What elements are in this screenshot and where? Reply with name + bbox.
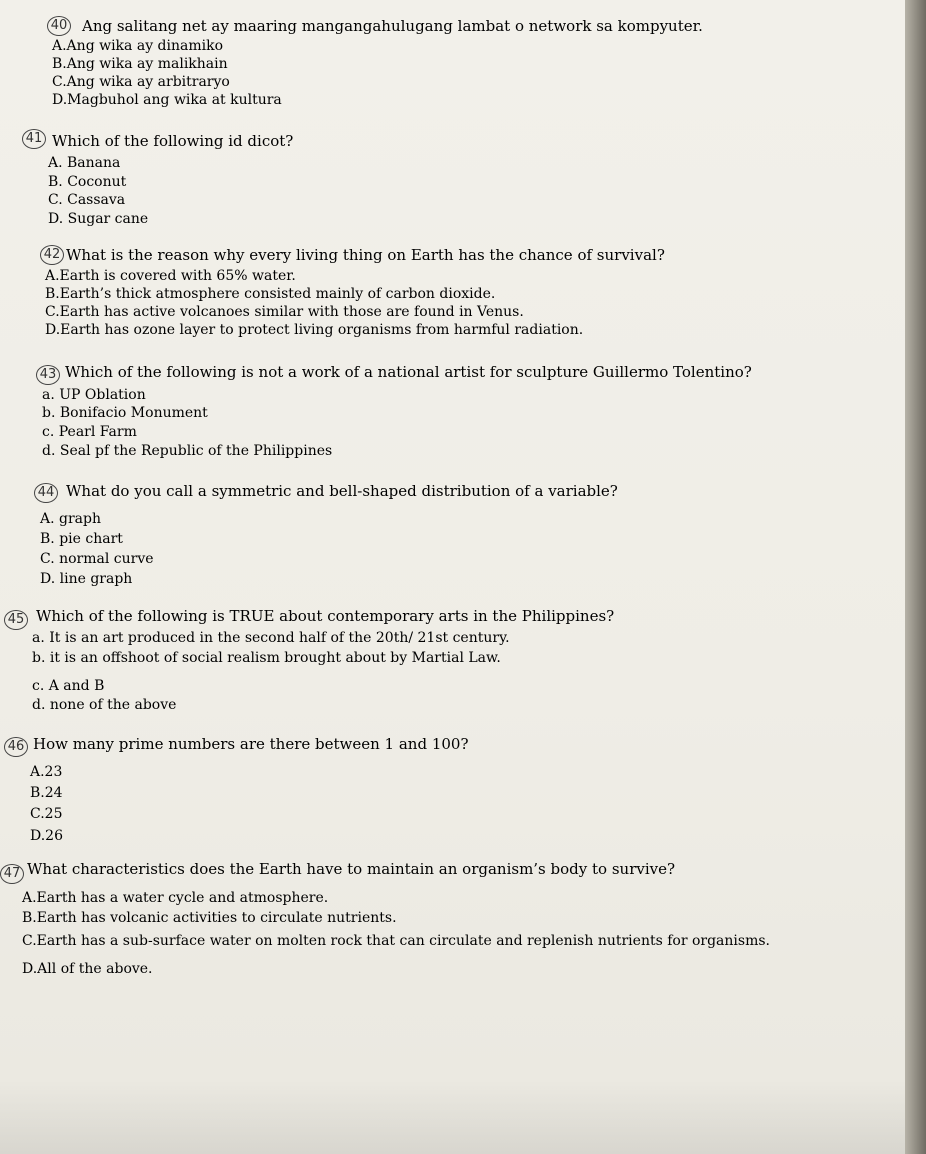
- option: D. Sugar cane: [48, 211, 149, 227]
- option: C. Cassava: [48, 192, 126, 208]
- option: D.26: [30, 828, 63, 844]
- page-edge: [905, 0, 926, 1154]
- option: B.Earth’s thick atmosphere consisted mainly of carbon dioxide.: [45, 286, 496, 302]
- option: B.Ang wika ay malikhain: [52, 56, 228, 72]
- question-text: What do you call a symmetric and bell-shaped distribution of a variable?: [66, 482, 618, 500]
- option: D.All of the above.: [22, 961, 153, 977]
- question-number: 41: [22, 129, 46, 149]
- option: D.Earth has ozone layer to protect living organisms from harmful radiation.: [45, 322, 584, 338]
- question-text: Which of the following id dicot?: [52, 132, 294, 150]
- question-number: 42: [40, 245, 64, 265]
- option: c. A and B: [32, 678, 105, 694]
- option: A.Earth is covered with 65% water.: [45, 268, 296, 284]
- option: c. Pearl Farm: [42, 424, 137, 440]
- option: a. UP Oblation: [42, 387, 146, 403]
- option: A.Ang wika ay dinamiko: [52, 38, 224, 54]
- question-number: 44: [34, 483, 58, 503]
- question-text: What characteristics does the Earth have to maintain an organism’s body to survive?: [27, 860, 676, 878]
- option: C.Earth has active volcanoes similar with those are found in Venus.: [45, 304, 524, 320]
- option: C.25: [30, 806, 63, 822]
- question-number: 43: [36, 365, 60, 385]
- option: B. Coconut: [48, 174, 127, 190]
- question-number: 40: [47, 16, 71, 36]
- option: A.23: [30, 764, 63, 780]
- option: C.Ang wika ay arbitraryo: [52, 74, 230, 90]
- option: C. normal curve: [40, 551, 154, 567]
- option: C.Earth has a sub-surface water on molten rock that can circulate and replenish nutrients for organisms.: [22, 933, 770, 949]
- question-text: What is the reason why every living thing on Earth has the chance of survival?: [66, 246, 665, 264]
- question-text: How many prime numbers are there between 1 and 100?: [33, 735, 469, 753]
- option: d. Seal pf the Republic of the Philippines: [42, 443, 333, 459]
- question-text: Ang salitang net ay maaring mangangahulugang lambat o network sa kompyuter.: [82, 17, 703, 35]
- option: A. Banana: [48, 155, 121, 171]
- option: d. none of the above: [32, 697, 177, 713]
- option: A. graph: [40, 511, 101, 527]
- question-text: Which of the following is not a work of a national artist for sculpture Guillermo Tolentino?: [65, 363, 752, 381]
- option: b. it is an offshoot of social realism brought about by Martial Law.: [32, 650, 501, 666]
- question-number: 46: [4, 737, 28, 757]
- question-text: Which of the following is TRUE about contemporary arts in the Philippines?: [36, 607, 615, 625]
- option: D. line graph: [40, 571, 133, 587]
- option: B. pie chart: [40, 531, 123, 547]
- question-number: 45: [4, 610, 28, 630]
- option: B.Earth has volcanic activities to circulate nutrients.: [22, 910, 397, 926]
- option: B.24: [30, 785, 63, 801]
- option: A.Earth has a water cycle and atmosphere.: [22, 890, 329, 906]
- option: b. Bonifacio Monument: [42, 405, 208, 421]
- option: D.Magbuhol ang wika at kultura: [52, 92, 282, 108]
- question-number: 47: [0, 864, 24, 884]
- paper-shadow: [0, 1080, 905, 1154]
- option: a. It is an art produced in the second half of the 20th/ 21st century.: [32, 630, 510, 646]
